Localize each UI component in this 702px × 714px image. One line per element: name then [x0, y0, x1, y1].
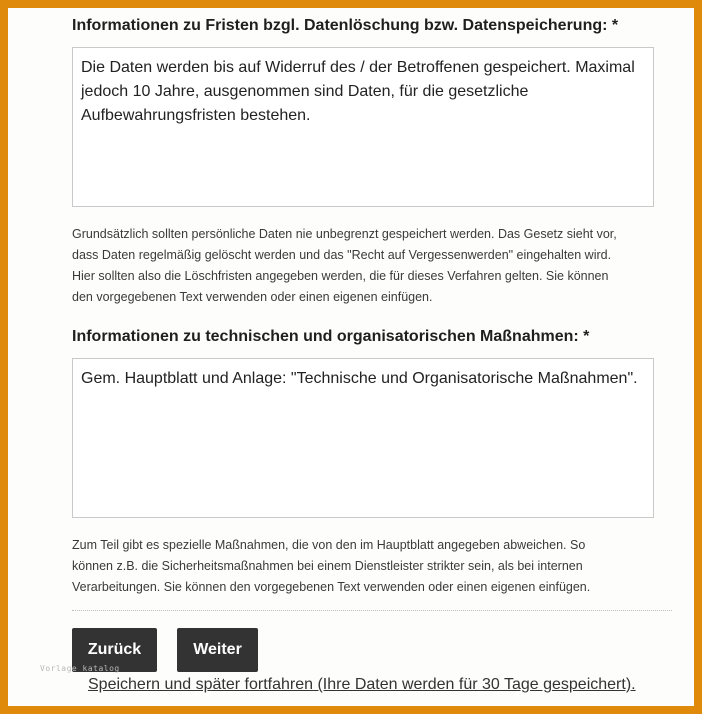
help-line: den vorgegebenen Text verwenden oder einen eigenen einfügen.: [72, 290, 433, 304]
help-line: können z.B. die Sicherheitsmaßnahmen bei einem Dienstleister strikter sein, als bei internen: [72, 559, 583, 573]
tom-help: [72, 535, 652, 598]
help-line: dass Daten regelmäßig gelöscht werden und das "Recht auf Vergessenwerden" eingehalten wird.: [72, 248, 612, 262]
save-later-link[interactable]: Speichern und später fortfahren (Ihre Daten werden für 30 Tage gespeichert).: [88, 676, 636, 693]
help-line: Grundsätzlich sollten persönliche Daten nie unbegrenzt gespeichert werden. Das Gesetz sieht vor,: [72, 227, 617, 241]
help-line: Zum Teil gibt es spezielle Maßnahmen, die von den im Hauptblatt angegeben abweichen. So: [72, 538, 586, 552]
tom-label: Informationen zu technischen und organisatorischen Maßnahmen: *: [72, 328, 590, 345]
form-frame: [8, 8, 694, 706]
watermark: Vorlage katalog: [40, 664, 120, 673]
back-button[interactable]: Zurück: [72, 628, 157, 672]
fristen-label: Informationen zu Fristen bzgl. Datenlöschung bzw. Datenspeicherung: *: [72, 17, 619, 34]
help-line: Hier sollten also die Löschfristen angegeben werden, die für dieses Verfahren gelten. Sie können: [72, 269, 609, 283]
help-line: Verarbeitungen. Sie können den vorgegebenen Text verwenden oder einen eigenen einfügen.: [72, 580, 591, 594]
fristen-textarea[interactable]: Die Daten werden bis auf Widerruf des / der Betroffenen gespeichert. Maximal jedoch 10 Jahre, ausgenommen sind Daten, für die gesetzliche Aufbewahrungsfristen bestehen.: [72, 47, 654, 207]
fristen-help: [72, 224, 652, 308]
tom-textarea[interactable]: Gem. Hauptblatt und Anlage: "Technische und Organisatorische Maßnahmen".: [72, 358, 654, 518]
next-button[interactable]: Weiter: [177, 628, 258, 672]
divider: [72, 610, 672, 611]
